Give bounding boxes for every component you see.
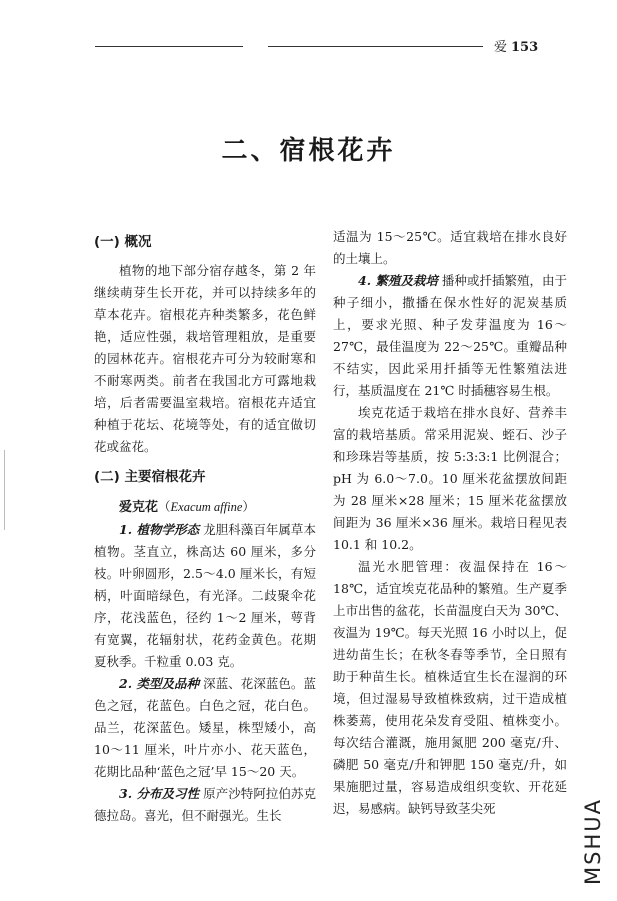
distribution-label: 3. 分布及习性	[119, 786, 200, 801]
paragraph-distribution	[94, 783, 316, 827]
propagation-label: 4. 繁殖及栽培	[358, 273, 438, 288]
right-column	[333, 226, 567, 820]
plant-latin-name: Exacum affine	[170, 500, 243, 514]
varieties-label: 2. 类型及品种	[119, 676, 200, 691]
plant-name: 爱克花	[119, 500, 159, 515]
watermark: MSHUA	[581, 798, 605, 885]
paragraph-morphology	[94, 519, 316, 673]
running-title: 爱	[494, 40, 508, 55]
overview-paragraph: 植物的地下部分宿存越冬，第 2 年继续萌芽生长开花，并可以持续多年的草本花卉。宿根花卉种类繁多，花色鲜艳，适应性强，栽培管理粗放，是重要的园林花卉。宿根花卉可分为较耐寒和不耐寒两类。前者在我国北方可露地栽培，后者需要温室栽培。宿根花卉适宜种植于花坛、花境等处，有的适宜做切花或盆花。	[94, 263, 316, 454]
paragraph-propagation	[333, 270, 567, 402]
plant-heading	[94, 496, 316, 519]
page-number: 153	[511, 40, 539, 55]
latin-open-paren: （	[158, 499, 171, 514]
section-heading-overview: (一) 概况	[94, 234, 152, 250]
left-column	[94, 226, 316, 827]
varieties-text: 深蓝、花深蓝色。蓝色之冠，花蓝色。白色之冠，花白色。品兰，花深蓝色。矮星，株型矮小，高 10～11 厘米，叶片亦小、花天蓝色，花期比品种‘蓝色之冠’早 15～20 天。	[94, 676, 316, 779]
paragraph-varieties	[94, 673, 316, 783]
running-head	[494, 36, 538, 55]
header-rule-left	[95, 46, 243, 47]
propagation-text: 播种或扦插繁殖，由于种子细小，撒播在保水性好的泥炭基质上，要求光照、种子发芽温度为 16～27℃，最佳温度为 22～25℃。重瓣品种不结实，因此采用扦插等无性繁殖法进行，基质温度在 21℃ 时插穗容易生根。	[333, 273, 567, 398]
paragraph-substrate: 埃克花适于栽培在排水良好、营养丰富的栽培基质。常采用泥炭、蛭石、沙子和珍珠岩等基质，按 5:3:3:1 比例混合；pH 为 6.0～7.0。10 厘米花盆摆放间距为 28 厘米×28 厘米；15 厘米花盆摆放间距为 36 厘米×36 厘米。栽培日程见表 10.1 和 10.2。	[333, 405, 567, 552]
scan-margin-line	[4, 450, 5, 530]
chapter-title: 二、宿根花卉	[221, 136, 396, 166]
morphology-text: 龙胆科藻百年属草本植物。茎直立，株高达 60 厘米，多分枝。叶卵圆形，2.5～4.0 厘米长，有短柄，叶面暗绿色，有光泽。二歧聚伞花序，花浅蓝色，径约 1～2 厘米，萼背有宽翼，花辐射状，花药金黄色。花期夏秋季。千粒重 0.03 克。	[94, 522, 316, 669]
paragraph-management: 温光水肥管理：夜温保持在 16～18℃，适宜埃克花品种的繁殖。生产夏季上市出售的盆花，长苗温度白天为 30℃、夜温为 19℃。每天光照 16 小时以上，促进幼苗生长；在秋冬春等季节，全日照有助于种苗生长。植株适宜生长在湿润的环境，但过湿易导致植株致病，过干造成植株萎蔫，使用花朵发育受阻、植株变小。每次结合灌溉，施用氮肥 200 毫克/升、磷肥 50 毫克/升和钾肥 150 毫克/升，如果施肥过量，容易造成组织变软、开花延迟，易感病。缺钙导致茎尖死	[333, 559, 567, 816]
continued-paragraph: 适温为 15～25℃。适宜栽培在排水良好的土壤上。	[333, 229, 567, 266]
morphology-label: 1. 植物学形态	[119, 522, 200, 537]
header-rule-right	[268, 46, 483, 47]
distribution-text: 原产沙特阿拉伯苏克德拉岛。喜光，但不耐强光。生长	[94, 786, 316, 823]
section-heading-main-perennials: (二) 主要宿根花卉	[94, 469, 206, 485]
latin-close-paren: ）	[242, 499, 255, 514]
